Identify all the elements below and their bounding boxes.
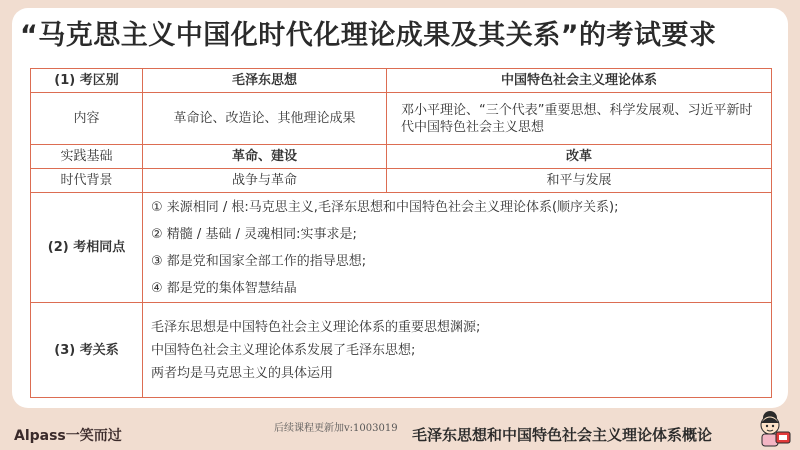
- cell-left: 革命论、改造论、其他理论成果: [143, 93, 387, 145]
- cell-left: 战争与革命: [143, 169, 387, 193]
- header-mao-thought: 毛泽东思想: [143, 69, 387, 93]
- cell-right: 改革: [387, 145, 772, 169]
- list-item: ① 来源相同 / 根:马克思主义,毛泽东思想和中国特色社会主义理论体系(顺序关系);: [151, 199, 619, 215]
- row-label: (3) 考关系: [31, 303, 143, 398]
- cell-left: 革命、建设: [143, 145, 387, 169]
- cell-right: 和平与发展: [387, 169, 772, 193]
- update-notice: 后续课程更新加v:1003019: [274, 423, 398, 434]
- list-item: ④ 都是党的集体智慧结晶: [151, 280, 297, 296]
- list-item: ② 精髓 / 基础 / 灵魂相同:实事求是;: [151, 226, 357, 242]
- list-item: 毛泽东思想是中国特色社会主义理论体系的重要思想渊源;: [151, 319, 481, 335]
- row-label: 内容: [31, 93, 143, 145]
- header-distinction: (1) 考区别: [31, 69, 143, 93]
- comparison-table: [30, 68, 772, 398]
- table-header-row: [31, 69, 772, 93]
- similarities-list: [143, 193, 772, 303]
- brand-label: Alpass一笑而过: [14, 428, 122, 444]
- table-row: [31, 93, 772, 145]
- row-label: (2) 考相同点: [31, 193, 143, 303]
- list-item: ③ 都是党和国家全部工作的指导思想;: [151, 253, 367, 269]
- relationship-list: [143, 303, 772, 398]
- table-row: [31, 169, 772, 193]
- cell-right: 邓小平理论、“三个代表”重要思想、科学发展观、习近平新时代中国特色社会主义思想: [387, 93, 772, 145]
- table-row-relationship: [31, 303, 772, 398]
- table-row-similarities: [31, 193, 772, 303]
- page-title: “马克思主义中国化时代化理论成果及其关系”的考试要求: [20, 20, 717, 51]
- list-item: 两者均是马克思主义的具体运用: [151, 365, 334, 381]
- table-row: [31, 145, 772, 169]
- list-item: 中国特色社会主义理论体系发展了毛泽东思想;: [151, 342, 416, 358]
- mascot-icon: [756, 408, 792, 448]
- row-label: 实践基础: [31, 145, 143, 169]
- row-label: 时代背景: [31, 169, 143, 193]
- header-socialism-theory: 中国特色社会主义理论体系: [387, 69, 772, 93]
- course-title: 毛泽东思想和中国特色社会主义理论体系概论: [412, 426, 713, 444]
